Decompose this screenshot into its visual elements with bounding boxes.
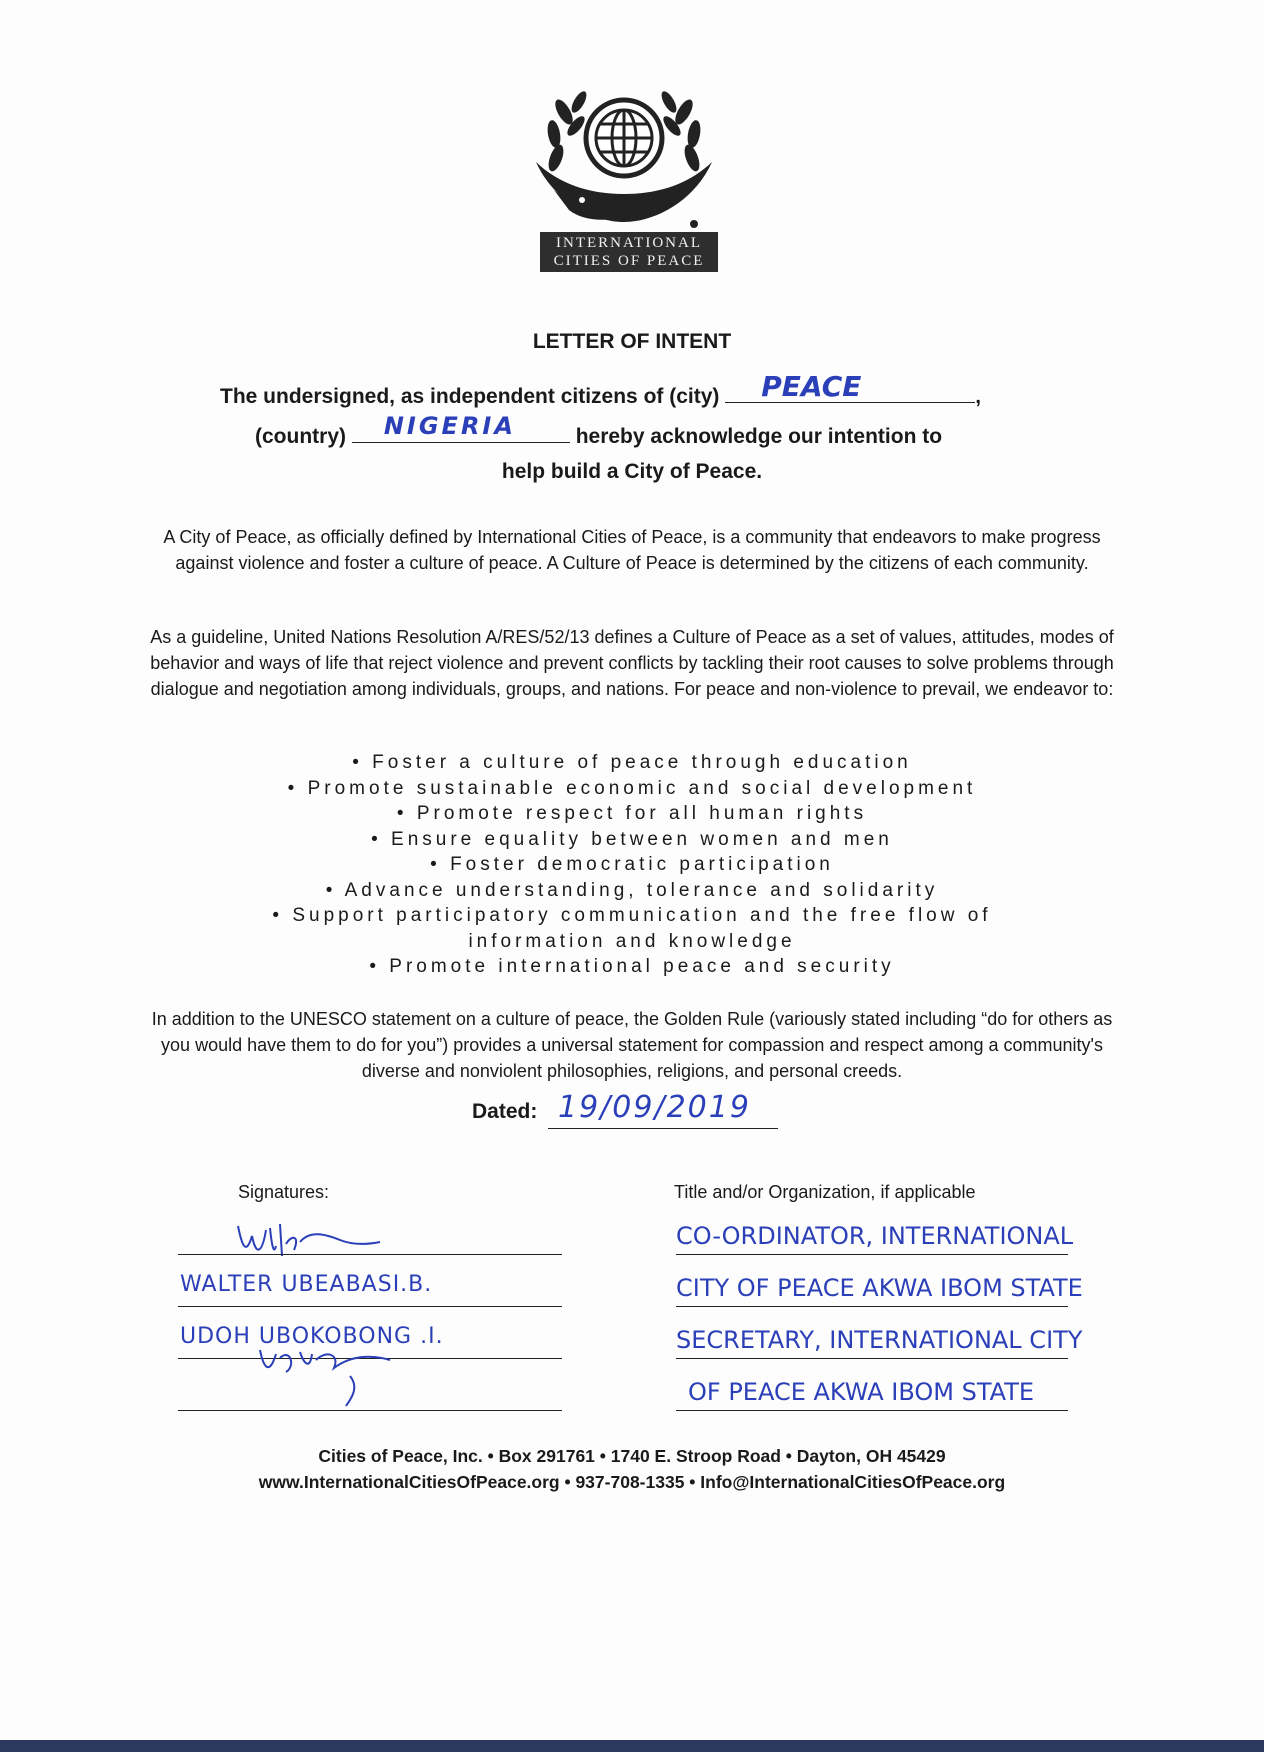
signature-2-icon [250, 1340, 450, 1412]
title-line-1[interactable] [676, 1254, 1068, 1255]
paragraph-1: A City of Peace, as officially defined by International Cities of Peace, is a community that endeavors to make progress against violence and foster a culture of peace. A Culture of Peace is determined by the citizens of each community. [163, 527, 1101, 573]
list-item: • Foster democratic participation [430, 854, 834, 875]
titles-heading: Title and/or Organization, if applicable [674, 1182, 976, 1202]
list-item: • Promote international peace and security [369, 956, 895, 977]
intro-comma: , [975, 385, 982, 408]
dated-field[interactable] [548, 1128, 778, 1129]
signatory-name-1: WALTER UBEABASI.B. [180, 1272, 433, 1297]
intro-text-1: The undersigned, as independent citizens of (city) [220, 385, 720, 408]
logo-line-1: INTERNATIONAL [556, 235, 702, 251]
list-item: • Promote respect for all human rights [396, 803, 868, 824]
list-item: • Promote sustainable economic and social development [287, 777, 977, 799]
country-label: (country) [255, 425, 346, 448]
intro-line-2 [255, 412, 943, 449]
title-line-4[interactable] [676, 1410, 1068, 1411]
list-item: • Support participatory communication and the free flow of [272, 905, 992, 926]
city-field[interactable] [725, 370, 975, 403]
list-item: • Ensure equality between women and men [371, 828, 893, 850]
country-field[interactable] [352, 412, 570, 443]
list-item: • Advance understanding, tolerance and solidarity [325, 879, 939, 901]
intro-text-2: hereby acknowledge our intention to [575, 425, 943, 448]
title-entry-1: CO-ORDINATOR, INTERNATIONAL [676, 1222, 1074, 1250]
signature-line-1[interactable] [178, 1254, 562, 1255]
bullet-list [150, 750, 1114, 980]
page-title: LETTER OF INTENT [532, 330, 732, 353]
signatory-name-2: UDOH UBOKOBONG .I. [180, 1324, 444, 1349]
signature-line-2[interactable] [178, 1306, 562, 1307]
logo-line-2: CITIES OF PEACE [553, 253, 705, 269]
signature-1-icon [230, 1216, 390, 1264]
signatures-heading: Signatures: [238, 1182, 330, 1202]
dated-value: 19/09/2019 [558, 1090, 751, 1125]
title-entry-3: SECRETARY, INTERNATIONAL CITY [676, 1326, 1083, 1354]
signature-line-4[interactable] [178, 1410, 562, 1411]
paragraph-2: As a guideline, United Nations Resolution A/RES/52/13 defines a Culture of Peace as a set of values, attitudes, modes of behavior and ways of life that reject violence and prevent conflicts by tackling their root causes to solve problems through dialogue and negotiation among individuals, groups, and nations. For peace and non-violence to prevail, we endeavor to: [150, 627, 1114, 699]
country-value: NIGERIA [383, 412, 516, 440]
list-item: information and knowledge [468, 930, 796, 952]
list-item: • Foster a culture of peace through education [352, 752, 912, 773]
footer-contact: www.InternationalCitiesOfPeace.org • 937-708-1335 • Info@InternationalCitiesOfPeace.org [258, 1472, 1006, 1492]
dated-label: Dated: [472, 1100, 538, 1123]
intro-line-3: help build a City of Peace. [501, 460, 763, 483]
city-value: PEACE [761, 370, 862, 403]
footer-address: Cities of Peace, Inc. • Box 291761 • 1740 E. Stroop Road • Dayton, OH 45429 [318, 1446, 946, 1466]
title-line-2[interactable] [676, 1306, 1068, 1307]
title-entry-2: CITY OF PEACE AKWA IBOM STATE [676, 1274, 1083, 1302]
paragraph-3: In addition to the UNESCO statement on a culture of peace, the Golden Rule (variously stated including “do for others as you would have them to do for you”) provides a universal statement for compassion and respect among a community's diverse and nonviolent philosophies, religions, and personal creeds. [151, 1009, 1113, 1081]
title-entry-4: OF PEACE AKWA IBOM STATE [688, 1378, 1035, 1406]
scan-edge [0, 1740, 1264, 1752]
intro-line-1 [220, 370, 982, 409]
logo-wordmark [540, 232, 718, 272]
title-line-3[interactable] [676, 1358, 1068, 1359]
